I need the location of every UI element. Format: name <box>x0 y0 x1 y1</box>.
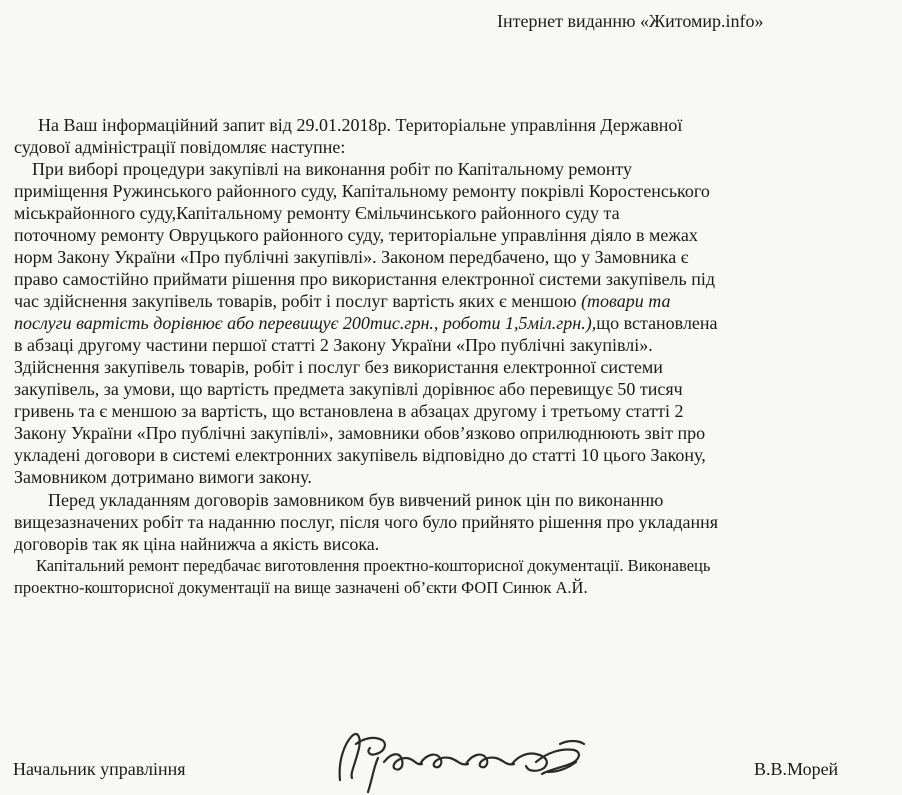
body-line: поточному ремонту Овруцького районного суду, територіальне управління діяло в межах <box>14 225 698 245</box>
body-line: норм Закону України «Про публічні закупівлі». Законом передбачено, що у Замовника є <box>14 247 689 267</box>
body-line-text: час здійснення закупівель товарів, робіт і послуг вартість яких є меншою <box>14 291 582 311</box>
body-line: вищезазначених робіт та наданню послуг, після чого було прийнято рішення про укладання <box>14 512 719 532</box>
body-line: проектно-кошторисної документації на вище зазначені об’єкти ФОП Синюк А.Й. <box>14 578 588 597</box>
body-line: укладені договори в системі електронних закупівель відповідно до статті 10 цього Закону, <box>14 445 706 465</box>
body-line: Замовником дотримано вимоги закону. <box>14 467 312 487</box>
body-line: На Ваш інформаційний запит від 29.01.2018р. Територіальне управління Державної <box>38 115 683 135</box>
body-line <box>14 312 894 334</box>
handwritten-signature <box>322 722 592 795</box>
letter-body <box>14 114 894 599</box>
body-line-italic: послуги вартість дорівнює або перевищує 200тис.грн., роботи 1,5міл.грн.), <box>14 313 597 333</box>
addressee-line: Інтернет виданню «Житомир.info» <box>497 11 764 31</box>
body-line: Перед укладанням договорів замовником був вивчений ринок цін по виконанню <box>48 490 664 510</box>
body-line-italic: (товари та <box>581 291 671 311</box>
body-line: приміщення Ружинського районного суду, Капітальному ремонту покрівлі Коростенського <box>14 181 710 201</box>
body-line: право самостійно приймати рішення про використання електронної системи закупівель під <box>14 269 715 289</box>
body-line: міськрайонного суду,Капітальному ремонту Ємільчинського районного суду та <box>14 203 620 223</box>
body-line: Капітальний ремонт передбачає виготовлення проектно-кошторисної документації. Виконавець <box>36 556 711 575</box>
body-line: судової адміністрації повідомляє наступне: <box>14 137 346 157</box>
body-line: Здійснення закупівель товарів, робіт і послуг без використання електронної системи <box>14 357 663 377</box>
body-line: закупівель, за умови, що вартість предмета закупівлі дорівнює або перевищує 50 тисяч <box>14 379 683 399</box>
signatory-position: Начальник управління <box>13 759 186 779</box>
body-line: Закону України «Про публічні закупівлі», замовники обов’язково оприлюднюють звіт про <box>14 423 706 443</box>
body-line-text: що встановлена <box>596 313 718 333</box>
body-line: в абзаці другому частини першої статті 2 Закону України «Про публічні закупівлі». <box>14 335 653 355</box>
signatory-name: В.В.Морей <box>754 759 839 779</box>
body-line: договорів так як ціна найнижча а якість висока. <box>14 534 380 554</box>
body-line: При виборі процедури закупівлі на виконання робіт по Капітальному ремонту <box>32 159 633 179</box>
body-line <box>14 290 894 312</box>
body-line: гривень та є меншою за вартість, що встановлена в абзацах другому і третьому статті 2 <box>14 401 684 421</box>
